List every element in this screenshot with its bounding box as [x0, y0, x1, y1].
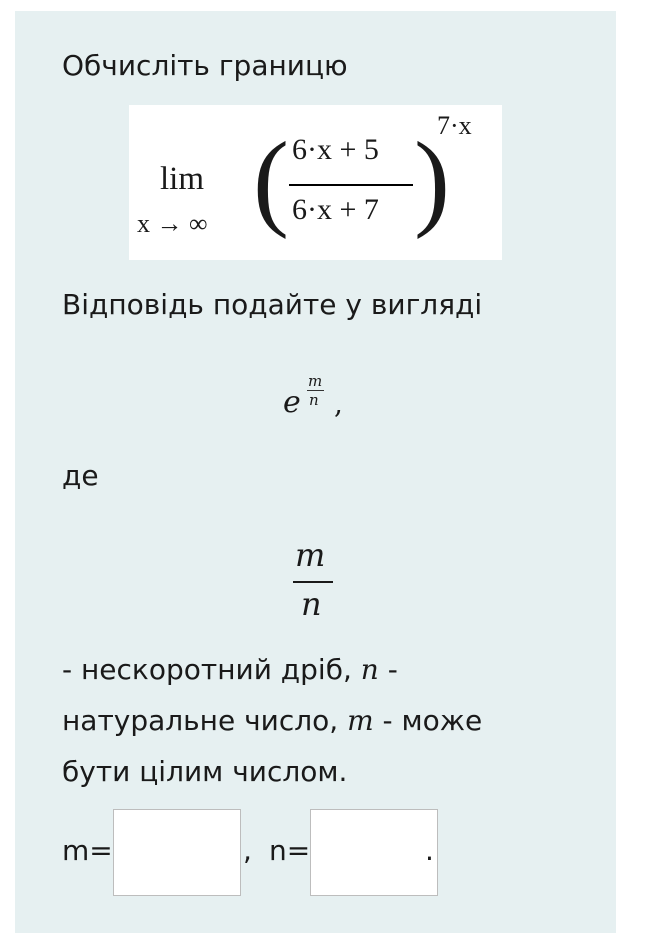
separator-comma: ,: [243, 834, 252, 867]
n-label: n=: [269, 834, 311, 867]
question-title: Обчисліть границю: [62, 49, 348, 82]
fraction-denominator: n: [301, 585, 322, 623]
answer-form-expression: [283, 371, 373, 431]
lim-label: lim: [160, 161, 205, 197]
m-input[interactable]: [113, 809, 241, 896]
var-m: m: [347, 704, 374, 737]
desc-line2-end: - може: [373, 704, 483, 737]
answer-form-text: Відповідь подайте у вигляді: [62, 288, 483, 321]
exp-denominator: n: [309, 391, 319, 409]
limit-formula-image: [129, 105, 502, 260]
desc-line2-text: натуральне число,: [62, 704, 348, 737]
left-paren: (: [253, 121, 289, 240]
right-paren: ): [414, 121, 450, 240]
where-text: де: [62, 459, 99, 492]
description-line-3: бути цілим числом.: [62, 755, 348, 788]
end-period: .: [425, 834, 434, 867]
m-label: m=: [62, 834, 113, 867]
description-line-1: [62, 643, 398, 697]
lim-subscript: x → ∞: [137, 209, 208, 238]
var-n: n: [360, 653, 379, 686]
desc-line1-end: -: [378, 653, 398, 686]
exp-comma: ,: [334, 387, 343, 420]
m-over-n-fraction: [293, 536, 343, 626]
formula-numerator: 6·x + 5: [292, 133, 379, 166]
question-panel: [15, 11, 616, 933]
fraction-bar: [289, 184, 413, 186]
exp-numerator: m: [308, 372, 323, 390]
formula-denominator: 6·x + 7: [292, 193, 379, 226]
fraction-line: [293, 581, 333, 583]
description-line-2: [62, 694, 482, 748]
exp-base: e: [283, 385, 301, 420]
desc-line1-text: - нескоротний дріб,: [62, 653, 361, 686]
formula-exponent: 7·x: [437, 111, 472, 140]
fraction-numerator: m: [295, 536, 326, 574]
n-input[interactable]: [310, 809, 438, 896]
